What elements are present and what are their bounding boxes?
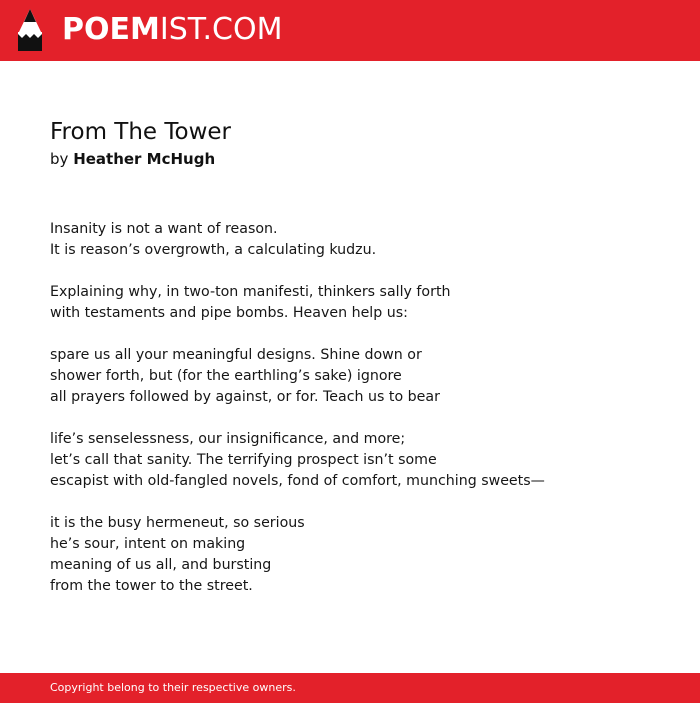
stanza [50, 345, 670, 408]
stanza [50, 513, 670, 597]
poem-line: Explaining why, in two-ton manifesti, thinkers sally forth [50, 284, 451, 300]
poem-line: let’s call that sanity. The terrifying prospect isn’t some [50, 452, 437, 468]
stanza [50, 429, 670, 492]
poem-line: meaning of us all, and bursting [50, 557, 272, 573]
poem-line: escapist with old-fangled novels, fond of comfort, munching sweets— [50, 473, 545, 489]
poem-line: from the tower to the street. [50, 578, 253, 594]
site-footer [0, 673, 700, 703]
stanza [50, 219, 670, 261]
logo-text-light: IST.COM [159, 12, 283, 47]
byline [50, 149, 215, 169]
site-header [0, 0, 700, 61]
site-logo-link[interactable] [62, 11, 282, 49]
poem-line: spare us all your meaningful designs. Shine down or [50, 347, 422, 363]
poem-line: It is reason’s overgrowth, a calculating kudzu. [50, 242, 377, 258]
poem-line: it is the busy hermeneut, so serious [50, 515, 305, 531]
stanza [50, 282, 670, 324]
poem-line: with testaments and pipe bombs. Heaven help us: [50, 305, 408, 321]
by-label: by [50, 150, 69, 168]
logo-text-bold: POEM [62, 12, 160, 47]
poem-body [50, 219, 670, 618]
poem-line: he’s sour, intent on making [50, 536, 246, 552]
pencil-tip-icon [17, 8, 43, 52]
copyright-text: Copyright belong to their respective owners. [50, 681, 296, 694]
poem-author: Heather McHugh [73, 150, 216, 168]
poem-line: all prayers followed by against, or for. Teach us to bear [50, 389, 440, 405]
poem-line: Insanity is not a want of reason. [50, 221, 278, 237]
poem-line: life’s senselessness, our insignificance, and more; [50, 431, 406, 447]
poem-title: From The Tower [50, 119, 232, 145]
poem-line: shower forth, but (for the earthling’s sake) ignore [50, 368, 402, 384]
